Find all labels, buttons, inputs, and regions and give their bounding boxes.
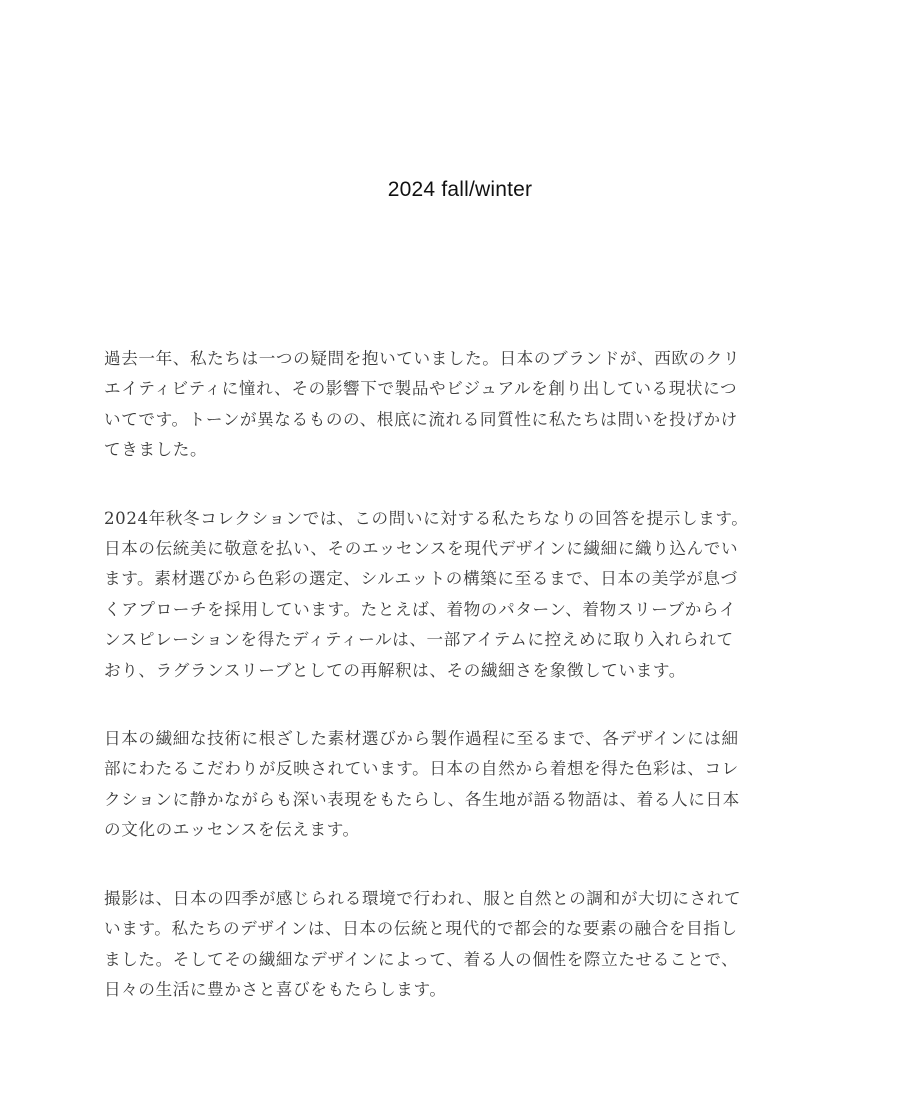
paragraph-line: 日本の伝統美に敬意を払い、そのエッセンスを現代デザインに繊細に織り込んでい	[104, 539, 739, 559]
paragraph-line: ンスピレーションを得たディティールは、一部アイテムに控えめに取り入れられて	[104, 630, 734, 650]
paragraph-line: くアプローチを採用しています。たとえば、着物のパターン、着物スリーブからイ	[104, 599, 737, 619]
paragraph-line: 過去一年、私たちは一つの疑問を抱いていました。日本のブランドが、西欧のクリ	[104, 349, 741, 368]
statement-paragraph	[104, 344, 816, 466]
statement-paragraph	[104, 724, 816, 846]
statement-paragraph	[104, 884, 816, 1006]
paragraph-line: 日々の生活に豊かさと喜びをもたらします。	[104, 979, 447, 999]
paragraph-line: の文化のエッセンスを伝えます。	[104, 820, 360, 840]
collection-statement	[104, 344, 816, 1043]
paragraph-line: 2024年秋冬コレクションでは、この問いに対する私たちなりの回答を提示します。	[104, 508, 749, 528]
paragraph-line: おり、ラグランスリーブとしての再解釈は、その繊細さを象徴しています。	[104, 660, 686, 680]
paragraph-line: 日本の繊細な技術に根ざした素材選びから製作過程に至るまで、各デザインには細	[104, 729, 739, 749]
paragraph-line: 部にわたるこだわりが反映されています。日本の自然から着想を得た色彩は、コレ	[104, 759, 739, 779]
paragraph-line: クションに静かながらも深い表現をもたらし、各生地が語る物語は、着る人に日本	[104, 789, 740, 809]
paragraph-line: ます。素材選びから色彩の選定、シルエットの構築に至るまで、日本の美学が息づ	[104, 569, 738, 589]
page-title: 2024 fall/winter	[387, 178, 533, 201]
paragraph-line: エイティビティに憧れ、その影響下で製品やビジュアルを創り出している現状につ	[104, 379, 738, 399]
paragraph-line: ました。そしてその繊細なデザインによって、着る人の個性を際立たせることで、	[104, 949, 739, 969]
statement-paragraph	[104, 504, 816, 686]
paragraph-line: います。私たちのデザインは、日本の伝統と現代的で都会的な要素の融合を目指し	[104, 919, 738, 939]
paragraph-line: 撮影は、日本の四季が感じられる環境で行われ、服と自然との調和が大切にされて	[104, 888, 742, 908]
paragraph-line: いてです。トーンが異なるものの、根底に流れる同質性に私たちは問いを投げかけ	[104, 409, 738, 429]
paragraph-line: てきました。	[104, 440, 208, 460]
